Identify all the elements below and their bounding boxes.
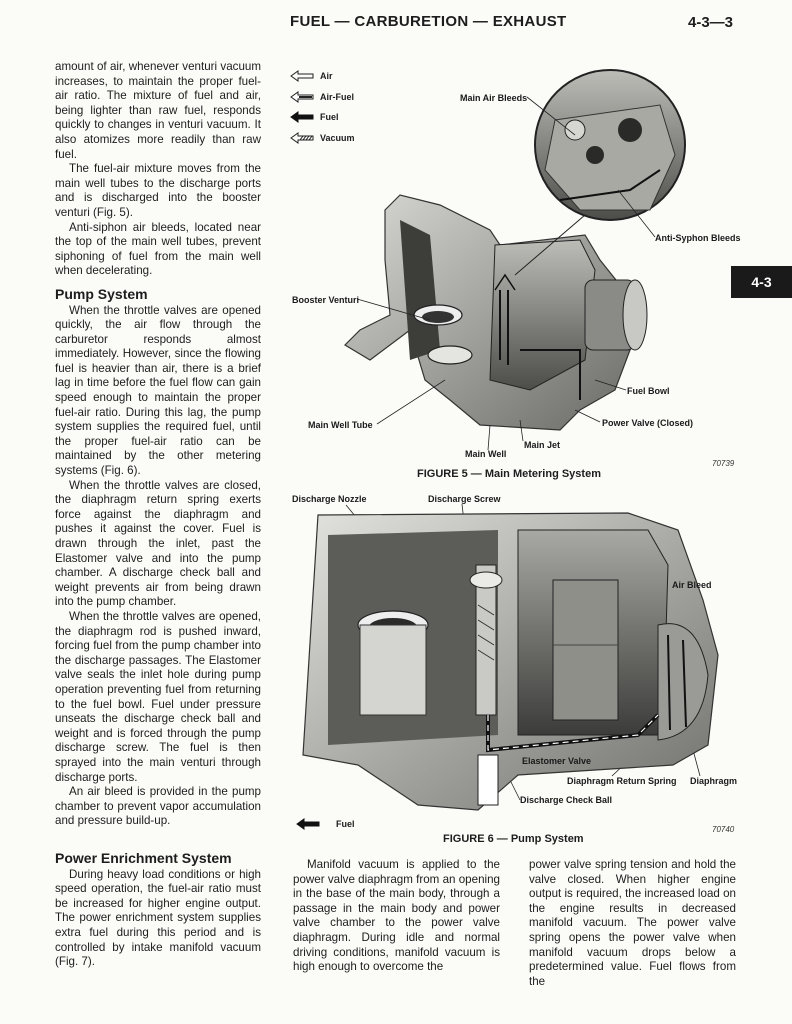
paragraph: When the throttle valves are opened quickly, the air flow through the carburetor responds almost immediately. However, since the flowing fuel is heavier than air, there is a brief lag in time before the fuel flow can gain speed enough to maintain the proper fuel-air ratio. During this lag, the pump system supplies the required fuel, until the proper fuel-air ratio can be maintained by the other metering systems (Fig. 6). bbox=[55, 303, 261, 478]
figure6-illustration bbox=[298, 505, 738, 815]
legend-vacuum: Vacuum bbox=[290, 131, 355, 145]
legend-air: Air bbox=[290, 69, 333, 83]
figure5-caption: FIGURE 5 — Main Metering System bbox=[417, 468, 601, 480]
power-enrichment-heading: Power Enrichment System bbox=[55, 850, 232, 866]
paragraph: power valve spring tension and hold the valve closed. When higher engine output is required, the increased load on the engine results in decreased manifold vacuum. The power valve spring opens the power valve when manifold vacuum drops below a predetermined value. Fuel flows from the bbox=[529, 858, 736, 988]
label-discharge-check-ball: Discharge Check Ball bbox=[520, 795, 613, 805]
paragraph: Manifold vacuum is applied to the power valve diaphragm from an opening in the base of the main body, through a passage in the main body and power valve chamber to the power valve diaphragm. During idle and normal driving conditions, manifold vacuum is high enough to overcome the bbox=[293, 858, 500, 974]
label-main-jet: Main Jet bbox=[524, 440, 561, 450]
power-enrichment-column-2 bbox=[293, 858, 500, 975]
figure6-number: 70740 bbox=[712, 825, 735, 834]
paragraph: Anti-siphon air bleeds, located near the top of the main well tubes, prevent siphoning of fuel from the main well when decelerating. bbox=[55, 220, 261, 278]
label-elastomer-valve: Elastomer Valve bbox=[522, 756, 592, 766]
page-title: FUEL — CARBURETION — EXHAUST bbox=[290, 13, 567, 30]
label-power-valve: Power Valve (Closed) bbox=[602, 418, 694, 428]
paragraph: amount of air, whenever venturi vacuum increases, to maintain the proper fuel-air ratio. The mixture of fuel and air, being lighter than raw fuel, responds quickly to changes in venturi vacuum. It also atomizes more readily than raw fuel. bbox=[55, 60, 261, 161]
label-booster-venturi: Booster Venturi bbox=[292, 295, 360, 305]
legend-air-fuel: Air-Fuel bbox=[290, 90, 354, 104]
legend-fuel: Fuel bbox=[290, 110, 339, 124]
power-enrichment-column-1 bbox=[55, 851, 261, 970]
paragraph: When the throttle valves are closed, the diaphragm return spring exerts force against the diaphragm and pushes it against the cover. Fuel is drawn through the inlet, past the Elastomer valve and into the pump chamber. A discharge check ball and weight prevents air from being drawn into the pump chamber. bbox=[55, 478, 261, 609]
label-diaphragm: Diaphragm bbox=[690, 776, 738, 786]
page-number: 4-3—3 bbox=[688, 14, 734, 31]
figure6-caption: FIGURE 6 — Pump System bbox=[443, 833, 584, 845]
label-anti-syphon-bleeds: Anti-Syphon Bleeds bbox=[655, 233, 741, 243]
label-discharge-nozzle: Discharge Nozzle bbox=[292, 494, 367, 504]
label-fuel-bowl: Fuel Bowl bbox=[627, 386, 670, 396]
figure6-fuel-legend: Fuel bbox=[296, 817, 355, 831]
pump-system-heading: Pump System bbox=[55, 285, 148, 302]
label-main-well: Main Well bbox=[465, 449, 507, 459]
label-main-well-tube: Main Well Tube bbox=[308, 420, 373, 430]
paragraph: When the throttle valves are opened, the diaphragm rod is pushed inward, forcing fuel from the pump chamber into the discharge passages. The Elastomer valve seals the inlet hole during pump operation preventing fuel from returning to the fuel bowl. Fuel under pressure unseats the discharge check ball and weight and is forced through the pump discharge screw. The fuel is then sprayed into the main venturi through discharge ports. bbox=[55, 609, 261, 784]
label-air-bleed: Air Bleed bbox=[672, 580, 712, 590]
label-diaphragm-return-spring: Diaphragm Return Spring bbox=[567, 776, 677, 786]
section-tab: 4-3 bbox=[731, 266, 792, 298]
label-discharge-screw: Discharge Screw bbox=[428, 494, 501, 504]
power-enrichment-column-3 bbox=[529, 858, 736, 989]
label-main-air-bleeds: Main Air Bleeds bbox=[460, 93, 528, 103]
paragraph: During heavy load conditions or high speed operation, the fuel-air ratio must be increased for higher engine output. The power enrichment system supplies extra fuel during this period and is controlled by intake manifold vacuum (Fig. 7). bbox=[55, 867, 261, 969]
paragraph: The fuel-air mixture moves from the main well tubes to the discharge ports and is discharged into the booster venturi (Fig. 5). bbox=[55, 162, 261, 219]
figure5-number: 70739 bbox=[712, 459, 735, 468]
fuel-arrow-icon bbox=[296, 818, 320, 830]
paragraph: An air bleed is provided in the pump chamber to prevent vapor accumulation and pressure build-up. bbox=[55, 785, 261, 828]
